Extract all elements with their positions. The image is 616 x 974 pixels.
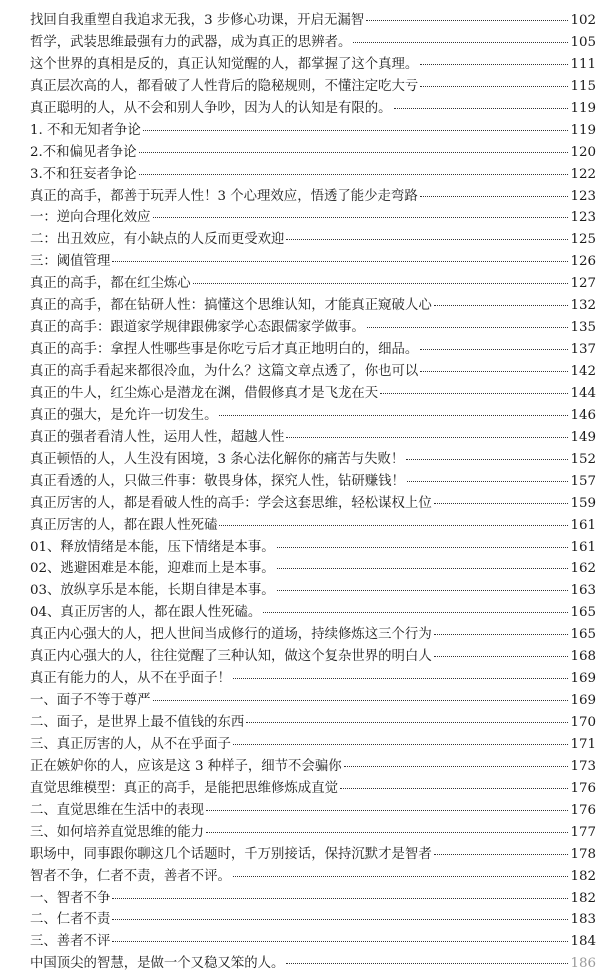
dot-leader [277,590,569,591]
toc-entry-title: 三、善者不评 [30,934,111,950]
toc-entry-page-number: 182 [570,890,596,906]
toc-entry[interactable] [30,536,596,558]
toc-entry-title: 真正的高手，都在钻研人性：搞懂这个思维认知，才能真正窥破人心 [30,298,432,314]
toc-entry[interactable] [30,689,596,711]
toc-entry[interactable] [30,579,596,601]
toc-entry-page-number: 168 [570,649,596,665]
toc-entry-title: 真正的强大，是允许一切发生。 [30,407,218,423]
toc-entry-title: 真正厉害的人，都在跟人性死磕 [30,517,218,533]
toc-entry-title: 真正层次高的人，都看破了人性背后的隐秘规则，不懂注定吃大亏 [30,78,419,94]
toc-entry-page-number: 126 [570,254,596,270]
toc-entry[interactable] [30,360,596,382]
toc-entry[interactable] [30,163,596,185]
toc-entry-title: 03、放纵享乐是本能，长期自律是本事。 [30,583,275,599]
toc-entry[interactable] [30,865,596,887]
toc-entry-title: 二、仁者不责 [30,912,111,928]
toc-entry-page-number: 169 [570,693,596,709]
toc-entry-page-number: 122 [570,166,596,182]
toc-entry[interactable] [30,711,596,733]
toc-entry-title: 真正内心强大的人，把人世间当成修行的道场，持续修炼这三个行为 [30,627,432,643]
toc-entry[interactable] [30,623,596,645]
dot-leader [420,196,569,197]
dot-leader [420,86,568,87]
toc-entry[interactable] [30,404,596,426]
toc-entry-page-number: 173 [570,758,596,774]
toc-entry-page-number: 137 [570,342,596,358]
toc-entry[interactable] [30,206,596,228]
toc-entry[interactable] [30,492,596,514]
toc-entry-page-number: 186 [570,956,596,972]
toc-entry-title: 一、智者不争 [30,890,111,906]
toc-entry-page-number: 135 [570,320,596,336]
toc-entry-title: 直觉思维模型：真正的高手，是能把思维修炼成直觉 [30,780,338,796]
toc-entry-page-number: 127 [570,276,596,292]
toc-entry-page-number: 120 [570,144,596,160]
toc-entry[interactable] [30,119,596,141]
toc-entry-title: 真正有能力的人，从不在乎面子！ [30,671,231,687]
toc-entry[interactable] [30,601,596,623]
dot-leader [233,678,569,679]
toc-entry-page-number: 102 [570,13,596,28]
toc-entry-title: 真正聪明的人，从不会和别人争吵，因为人的认知是有限的。 [30,100,392,116]
dot-leader [366,20,568,21]
toc-entry-title: 2.不和偏见者争论 [30,144,137,160]
toc-entry-title: 真正的高手：跟道家学规律跟佛家学心态跟儒家学做事。 [30,320,365,336]
dot-leader [434,656,569,657]
toc-entry-title: 二：出丑效应，有小缺点的人反而更受欢迎 [30,232,285,248]
toc-entry-page-number: 162 [570,561,596,577]
toc-entry-page-number: 159 [570,495,596,511]
toc-entry-page-number: 152 [570,451,596,467]
toc-entry-title: 真正的高手：拿捏人性哪些事是你吃亏后才真正地明白的，细品。 [30,342,419,358]
toc-entry[interactable] [30,382,596,404]
toc-entry-page-number: 149 [570,429,596,445]
dot-leader [112,261,568,262]
toc-entry-title: 二、直觉思维在生活中的表现 [30,802,205,818]
toc-entry-title: 真正看透的人，只做三件事：敬畏身体，探究人性，钻研赚钱！ [30,473,405,489]
dot-leader [277,568,569,569]
toc-entry[interactable] [30,908,596,930]
toc-entry-page-number: 182 [570,868,596,884]
toc-entry-page-number: 105 [570,34,596,50]
toc-entry-page-number: 171 [570,736,596,752]
toc-entry-page-number: 176 [570,802,596,818]
toc-entry-title: 02、逃避困难是本能，迎难而上是本事。 [30,561,275,577]
dot-leader [193,283,569,284]
toc-entry-page-number: 123 [570,188,596,204]
toc-entry[interactable] [30,272,596,294]
toc-entry-title: 找回自我重塑自我追求无我，3 步修心功课，开启无漏智 [30,13,365,28]
dot-leader [246,722,568,723]
dot-leader [394,108,569,109]
toc-entry[interactable] [30,733,596,755]
toc-entry-title: 这个世界的真相是反的，真正认知觉醒的人，都掌握了这个真理。 [30,56,419,72]
dot-leader [153,700,569,701]
dot-leader [420,371,568,372]
toc-entry-page-number: 119 [570,100,596,116]
dot-leader [286,239,568,240]
toc-entry-title: 真正的强者看清人性，运用人性，超越人性 [30,429,285,445]
toc-entry-title: 3.不和狂妄者争论 [30,166,137,182]
dot-leader [406,459,568,460]
dot-leader [380,393,568,394]
dot-leader [434,305,569,306]
toc-entry[interactable] [30,185,596,207]
toc-entry-title: 一：逆向合理化效应 [30,210,151,226]
toc-entry[interactable] [30,31,596,53]
toc-entry-title: 04、真正厉害的人，都在跟人性死磕。 [30,605,262,621]
toc-entry-title: 三：阈值管理 [30,254,111,270]
toc-entry-page-number: 123 [570,210,596,226]
toc-entry-title: 真正内心强大的人，往往觉醒了三种认知，做这个复杂世界的明白人 [30,649,432,665]
toc-entry-page-number: 176 [570,780,596,796]
toc-entry-title: 三、真正厉害的人，从不在乎面子 [30,736,231,752]
toc-entry-page-number: 144 [570,385,596,401]
toc-entry-page-number: 163 [570,583,596,599]
dot-leader [286,963,568,964]
dot-leader [340,788,568,789]
toc-entry[interactable] [30,141,596,163]
toc-entry-title: 真正的高手，都在红尘炼心 [30,276,191,292]
toc-entry-title: 真正厉害的人，都是看破人性的高手：学会这套思维，轻松谋权上位 [30,495,432,511]
toc-entry[interactable] [30,930,596,952]
toc-entry[interactable] [30,799,596,821]
toc-entry[interactable] [30,514,596,536]
toc-entry[interactable] [30,294,596,316]
toc-entry-title: 真正顿悟的人，人生没有困境，3 条心法化解你的痛苦与失败！ [30,451,405,467]
toc-entry-page-number: 111 [570,56,596,72]
toc-entry[interactable] [30,843,596,865]
dot-leader [206,832,568,833]
dot-leader [263,612,568,613]
toc-entry[interactable] [30,777,596,799]
dot-leader [434,854,569,855]
toc-entry[interactable] [30,338,596,360]
toc-entry[interactable] [30,667,596,689]
dot-leader [139,174,569,175]
toc-entry[interactable] [30,250,596,272]
dot-leader [143,130,569,131]
dot-leader [286,437,568,438]
dot-leader [112,941,568,942]
toc-entry[interactable] [30,448,596,470]
dot-leader [112,919,568,920]
toc-entry[interactable] [30,9,596,31]
dot-leader [219,415,568,416]
toc-entry[interactable] [30,97,596,119]
dot-leader [206,810,568,811]
toc-entry[interactable] [30,426,596,448]
toc-entry-page-number: 125 [570,232,596,248]
dot-leader [233,744,569,745]
toc-entry[interactable] [30,557,596,579]
toc-entry-title: 三、如何培养直觉思维的能力 [30,824,205,840]
toc-entry-page-number: 119 [570,122,596,138]
toc-entry-title: 智者不争，仁者不责，善者不评。 [30,868,231,884]
toc-entry-title: 二、面子，是世界上最不值钱的东西 [30,715,245,730]
dot-leader [434,503,569,504]
toc-entry-page-number: 178 [570,846,596,862]
toc-entry[interactable] [30,887,596,909]
toc-entry-title: 中国顶尖的智慧，是做一个又稳又笨的人。 [30,956,285,972]
dot-leader [112,898,568,899]
toc-entry-page-number: 165 [570,605,596,621]
dot-leader [420,64,568,65]
toc-entry[interactable] [30,645,596,667]
toc-entry[interactable] [30,53,596,75]
dot-leader [233,876,569,877]
toc-entry[interactable] [30,228,596,250]
dot-leader [353,42,568,43]
toc-entry[interactable] [30,470,596,492]
dot-leader [407,481,569,482]
toc-entry-page-number: 165 [570,627,596,643]
toc-entry-title: 哲学，武装思维最强有力的武器，成为真正的思辨者。 [30,34,352,50]
toc-entry[interactable] [30,75,596,97]
toc-entry[interactable] [30,952,596,974]
toc-entry-title: 01、释放情绪是本能，压下情绪是本事。 [30,539,275,555]
toc-entry-page-number: 161 [570,539,596,555]
dot-leader [139,152,569,153]
dot-leader [420,349,568,350]
toc-entry-title: 真正的牛人，红尘炼心是潜龙在渊，借假修真才是飞龙在天 [30,385,379,401]
toc-entry-page-number: 169 [570,671,596,687]
toc-entry-page-number: 184 [570,934,596,950]
toc-entry-title: 真正的高手看起来都很冷血，为什么？这篇文章点透了，你也可以 [30,364,419,379]
toc-entry[interactable] [30,316,596,338]
dot-leader [434,634,569,635]
toc-entry-title: 一、面子不等于尊严 [30,693,151,709]
toc-entry-title: 职场中，同事跟你聊这几个话题时，千万别接话，保持沉默才是智者 [30,846,432,862]
dot-leader [153,217,569,218]
toc-entry-page-number: 157 [570,473,596,489]
toc-entry-page-number: 170 [570,715,596,730]
toc-entry-page-number: 132 [570,298,596,314]
dot-leader [219,525,568,526]
toc-entry[interactable] [30,755,596,777]
dot-leader [344,766,569,767]
toc-entry-title: 真正的高手，都善于玩弄人性！3 个心理效应，悟透了能少走弯路 [30,188,418,204]
dot-leader [277,547,569,548]
toc-entry-page-number: 142 [570,364,596,379]
toc-entry[interactable] [30,821,596,843]
toc-entry-title: 1. 不和无知者争论 [30,122,141,138]
toc-entry-page-number: 115 [570,78,596,94]
toc-entry-page-number: 161 [570,517,596,533]
toc-entry-title: 正在嫉妒你的人，应该是这 3 种样子，细节不会骗你 [30,758,342,774]
toc-entry-page-number: 146 [570,407,596,423]
toc-entry-page-number: 177 [570,824,596,840]
toc-entry-page-number: 183 [570,912,596,928]
dot-leader [367,327,569,328]
